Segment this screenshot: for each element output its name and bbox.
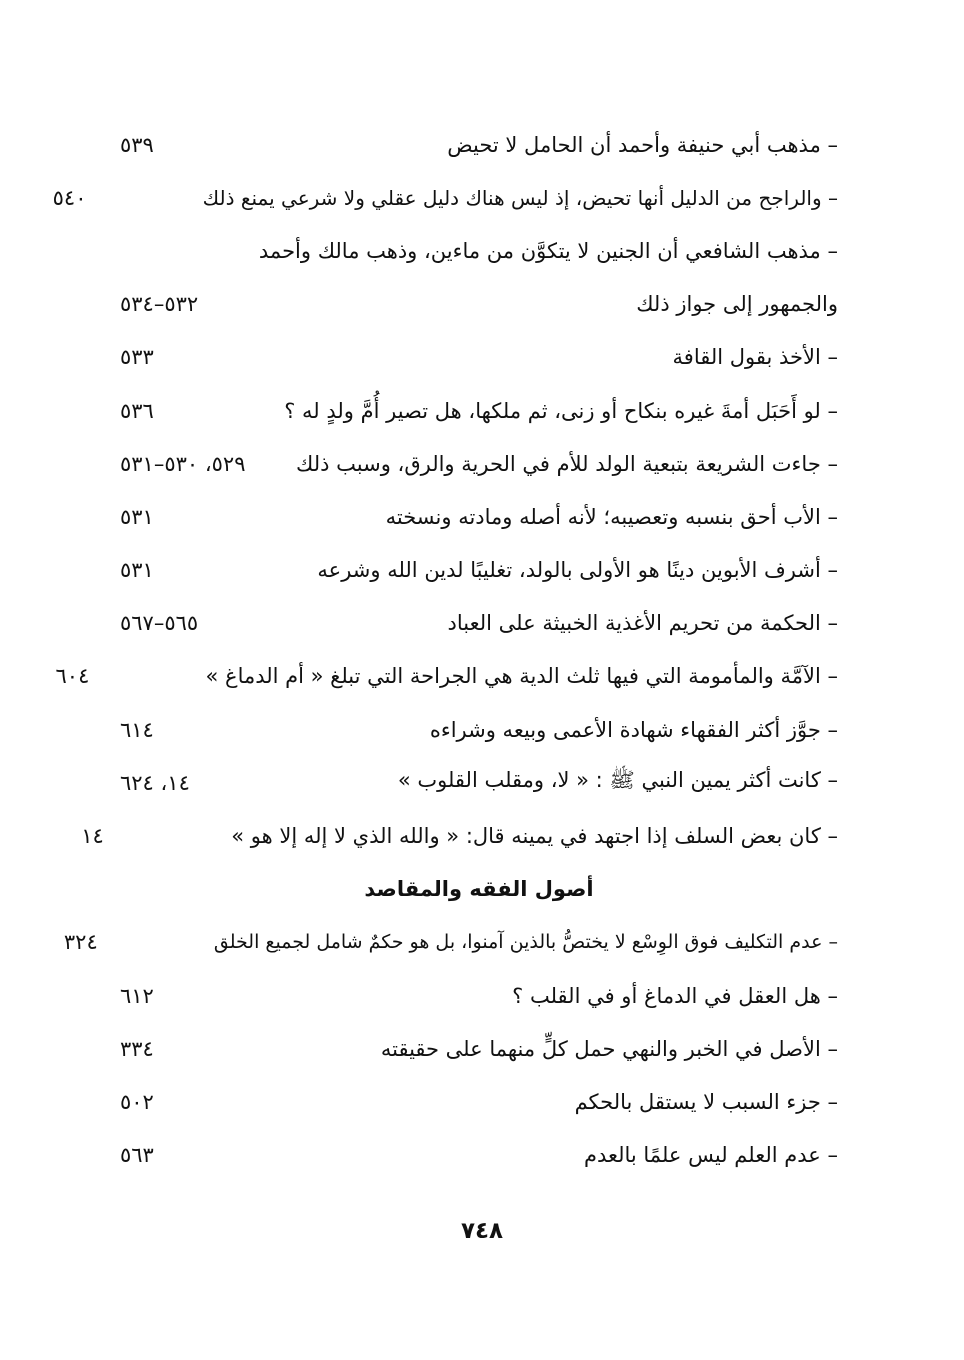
index-entry [120, 969, 838, 1022]
entry-text: – الأصل في الخبر والنهي حمل كلٍّ منهما على حقيقته [380, 1036, 838, 1061]
entry-text: – الحكمة من تحريم الأغذية الخبيثة على العباد [447, 611, 838, 636]
entry-text: – جوَّز أكثر الفقهاء شهادة الأعمى وبيعه وشراءه [429, 717, 838, 742]
index-entry [120, 544, 838, 597]
page-number: ٧٤٨ [460, 1218, 504, 1244]
index-entry [120, 1022, 838, 1075]
entry-pages: ٣٢٤ [63, 930, 98, 955]
entry-pages: ٥٢٩، ٥٣٠–٥٣١ [120, 451, 246, 476]
entry-text: – والراجح من الدليل أنها تحيض، إذ ليس هناك دليل عقلي ولا شرعي يمنع ذلك [202, 185, 838, 210]
entry-text: – كانت أكثر يمين النبي ﷺ : « لا، ومقلب القلوب » [397, 768, 838, 793]
entry-pages: ٥٣٢–٥٣٤ [120, 292, 199, 317]
index-entry [120, 1075, 838, 1128]
entry-text: – جاءت الشريعة بتبعية الولد للأم في الحرية والرق، وسبب ذلك [296, 451, 838, 476]
index-entry [120, 384, 838, 437]
entry-text: – الآمَّة والمأمومة التي فيها ثلث الدية هي الجراحة التي تبلغ « أم الدماغ » [205, 664, 838, 689]
index-entry [55, 650, 838, 703]
entry-text: – مذهب أبي حنيفة وأحمد أن الحامل لا تحيض [447, 132, 838, 157]
index-entry [120, 490, 838, 543]
index-entry [120, 1129, 838, 1182]
index-entry [120, 756, 838, 809]
index-entry [81, 809, 838, 862]
index-entry [120, 118, 838, 171]
index-entry [52, 171, 838, 224]
index-entry [120, 331, 838, 384]
entry-pages: ١٤ [81, 824, 104, 849]
entry-pages: ٥٣٩ [120, 132, 154, 157]
entry-pages: ٦١٤ [120, 717, 154, 742]
index-page [52, 118, 838, 1182]
entry-pages: ٥٣١ [120, 558, 154, 583]
entry-text: – الأب أحق بنسبه وتعصيبه؛ لأنه أصله ومادته ونسخته [385, 504, 838, 529]
index-entry [120, 224, 838, 277]
entry-text: – جزء السبب لا يستقل بالحكم [574, 1089, 838, 1114]
entry-pages: ٥٣١ [120, 504, 154, 529]
entry-pages: ٥٣٣ [120, 345, 154, 370]
section-heading: أصول الفقه والمقاصد [364, 877, 594, 902]
entry-pages: ٥٦٥–٥٦٧ [120, 611, 199, 636]
index-entry [63, 916, 838, 969]
index-entry-continuation [120, 278, 838, 331]
index-entry [120, 437, 838, 490]
entry-text: – مذهب الشافعي أن الجنين لا يتكوَّن من ماءين، وذهب مالك وأحمد [258, 238, 838, 263]
entry-text: – الأخذ بقول القافة [672, 345, 838, 370]
entry-pages: ٦٠٤ [55, 664, 90, 689]
entry-text: – أشرف الأبوين دينًا هو الأولى بالولد، تغليبًا لدين الله وشرعه [317, 558, 838, 583]
entry-text: – عدم التكليف فوق الوِسْع لا يختصُّ بالذين آمنوا، بل هو حكمٌ شامل لجميع الخلق [213, 931, 838, 954]
entry-text: والجمهور إلى جواز ذلك [636, 292, 838, 317]
entry-text: – كان بعض السلف إذا اجتهد في يمينه قال: « والله الذي لا إله إلا هو » [231, 824, 838, 849]
index-entry [120, 597, 838, 650]
entry-pages: ٦١٢ [120, 983, 154, 1008]
entry-text: – هل العقل في الدماغ أو في القلب ؟ [512, 983, 838, 1008]
entry-pages: ١٤، ٦٢٤ [120, 770, 190, 795]
entry-pages: ٥٣٦ [120, 398, 154, 423]
index-entry [120, 703, 838, 756]
entry-pages: ٥٦٣ [120, 1143, 154, 1168]
entry-pages: ٥٤٠ [52, 185, 87, 210]
entry-pages: ٣٣٤ [120, 1036, 154, 1061]
entry-text: – لو أَحَبَل أمةَ غيره بنكاح أو زنى، ثم ملكها، هل تصير أُمَّ ولدٍ له ؟ [284, 398, 838, 423]
entry-text: – عدم العلم ليس علمًا بالعدم [583, 1143, 838, 1168]
entry-pages: ٥٠٢ [120, 1089, 154, 1114]
